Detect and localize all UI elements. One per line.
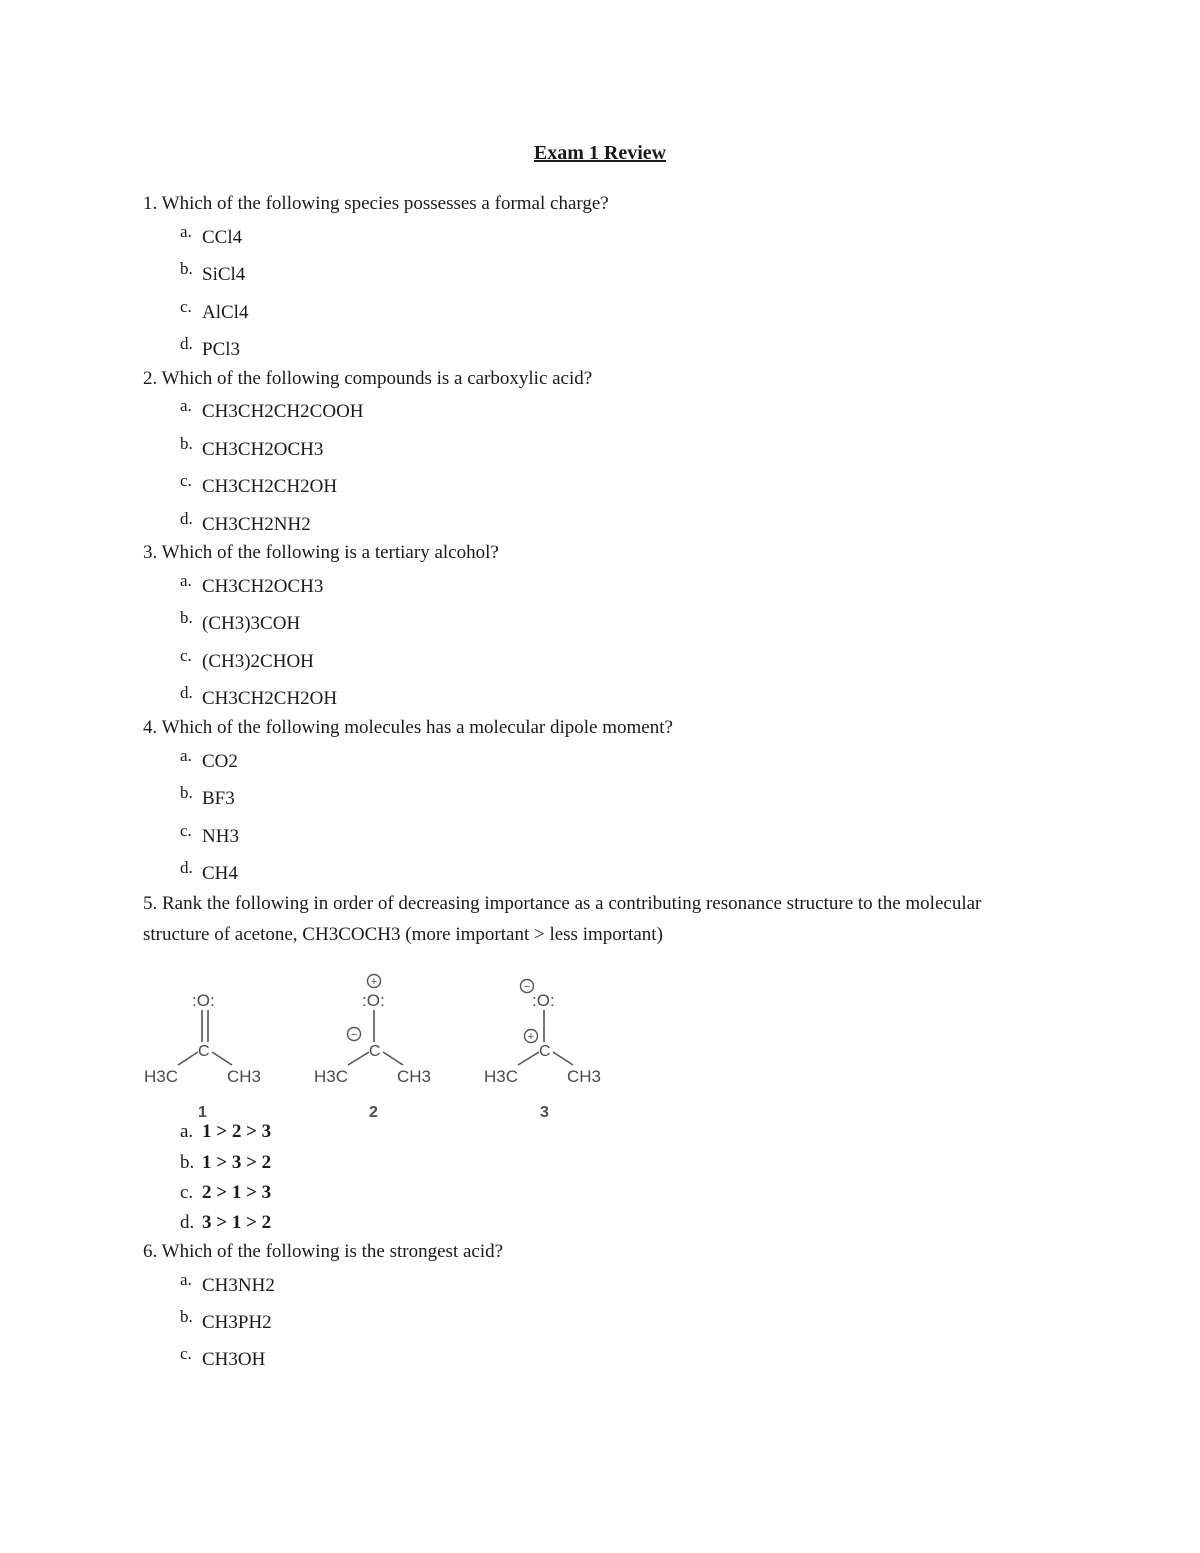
option [180, 222, 243, 249]
option-letter: c. [180, 646, 192, 665]
option-text: CH3CH2OCH3 [202, 439, 324, 460]
option-text: 2 > 1 > 3 [202, 1182, 272, 1203]
option-text: CO2 [202, 751, 238, 772]
option-letter: b. [180, 259, 193, 278]
carbon-label: C [198, 1043, 210, 1060]
option-text: CH3OH [202, 1349, 266, 1370]
option-text: AlCl4 [202, 302, 249, 323]
oxygen-label: :O: [192, 991, 215, 1010]
option [180, 334, 241, 361]
option [180, 1212, 271, 1234]
option-text: CCl4 [202, 227, 243, 248]
left-methyl-label: H3C [144, 1067, 179, 1086]
option-text: CH4 [202, 863, 238, 884]
structure-number: 2 [369, 1104, 378, 1121]
option-letter: c. [180, 1344, 192, 1363]
option-letter: b. [180, 434, 193, 453]
option-letter: b. [180, 1307, 193, 1326]
option [180, 434, 324, 461]
resonance-structures-figure [140, 968, 620, 1128]
option-letter: b. [180, 1152, 195, 1173]
single-bond-line [383, 1052, 403, 1065]
option [180, 608, 301, 635]
option-text: 3 > 1 > 2 [202, 1212, 272, 1233]
option-text: CH3PH2 [202, 1312, 272, 1333]
option-letter: c. [180, 821, 192, 840]
option-letter: d. [180, 683, 193, 702]
resonance-structure-3 [484, 980, 601, 1122]
option-letter: a. [180, 571, 192, 590]
option-text: BF3 [202, 788, 235, 809]
option-text: CH3CH2OCH3 [202, 576, 324, 597]
left-methyl-label: H3C [314, 1067, 349, 1086]
single-bond-line [518, 1052, 539, 1065]
option-text: CH3CH2NH2 [202, 514, 311, 535]
option-letter: b. [180, 608, 193, 627]
left-methyl-label: H3C [484, 1067, 519, 1086]
option-letter: b. [180, 783, 193, 802]
option-letter: d. [180, 858, 193, 877]
single-bond-line [178, 1052, 198, 1065]
oxygen-label: :O: [362, 991, 385, 1010]
resonance-structure-2 [314, 975, 431, 1122]
option [180, 259, 246, 286]
option [180, 858, 238, 885]
option-text: CH3CH2CH2OH [202, 688, 338, 709]
option-text: (CH3)2CHOH [202, 651, 314, 672]
right-methyl-label: CH3 [397, 1067, 432, 1086]
option-letter: a. [180, 1121, 194, 1142]
option [180, 783, 235, 810]
option [180, 297, 249, 324]
option-letter: a. [180, 746, 192, 765]
option-text: (CH3)3COH [202, 613, 301, 634]
option-letter: a. [180, 1270, 192, 1289]
question-3-stem: 3. Which of the following is a tertiary alcohol? [143, 542, 499, 563]
question-5-stem: 5. Rank the following in order of decreasing importance as a contributing resonance structure to the molecular structure of acetone, CH3COCH3 (more important > less important) [143, 893, 982, 945]
option [180, 396, 364, 423]
question-1-stem: 1. Which of the following species possesses a formal charge? [143, 193, 609, 214]
oxygen-label: :O: [532, 991, 555, 1010]
question-6-stem: 6. Which of the following is the strongest acid? [143, 1241, 504, 1262]
single-bond-line [212, 1052, 232, 1065]
option-letter: d. [180, 334, 193, 353]
plus-symbol: + [370, 976, 378, 988]
option-text: CH3CH2CH2OH [202, 476, 338, 497]
option-text: 1 > 2 > 3 [202, 1121, 272, 1142]
option-letter: c. [180, 297, 192, 316]
option [180, 1182, 271, 1204]
option-text: 1 > 3 > 2 [202, 1152, 272, 1173]
option [180, 1270, 275, 1297]
option-text: SiCl4 [202, 264, 246, 285]
option [180, 821, 239, 848]
option-letter: d. [180, 1212, 195, 1233]
option-text: NH3 [202, 826, 239, 847]
option [180, 646, 314, 673]
option [180, 571, 324, 598]
plus-symbol: + [527, 1031, 535, 1043]
option [180, 1152, 271, 1174]
option-letter: c. [180, 1182, 194, 1203]
option [180, 1307, 272, 1334]
option-text: CH3CH2CH2COOH [202, 401, 364, 422]
structure-number: 3 [540, 1104, 549, 1121]
carbon-label: C [539, 1043, 551, 1060]
single-bond-line [553, 1052, 573, 1065]
option-text: PCl3 [202, 339, 241, 360]
option [180, 746, 238, 773]
option [180, 1121, 271, 1143]
structure-number: 1 [198, 1104, 207, 1121]
right-methyl-label: CH3 [567, 1067, 602, 1086]
option-letter: c. [180, 471, 192, 490]
option [180, 471, 338, 498]
option [180, 509, 311, 536]
resonance-structure-1 [144, 991, 261, 1121]
page-title: Exam 1 Review [533, 142, 667, 164]
option-letter: a. [180, 396, 192, 415]
minus-symbol: − [523, 981, 531, 993]
option [180, 1344, 266, 1371]
question-4-stem: 4. Which of the following molecules has a molecular dipole moment? [143, 717, 673, 738]
option-text: CH3NH2 [202, 1275, 275, 1296]
option-letter: a. [180, 222, 192, 241]
right-methyl-label: CH3 [227, 1067, 262, 1086]
single-bond-line [348, 1052, 369, 1065]
option-letter: d. [180, 509, 193, 528]
minus-symbol: − [350, 1029, 358, 1041]
option [180, 683, 338, 710]
question-2-stem: 2. Which of the following compounds is a carboxylic acid? [143, 368, 593, 389]
carbon-label: C [369, 1043, 381, 1060]
